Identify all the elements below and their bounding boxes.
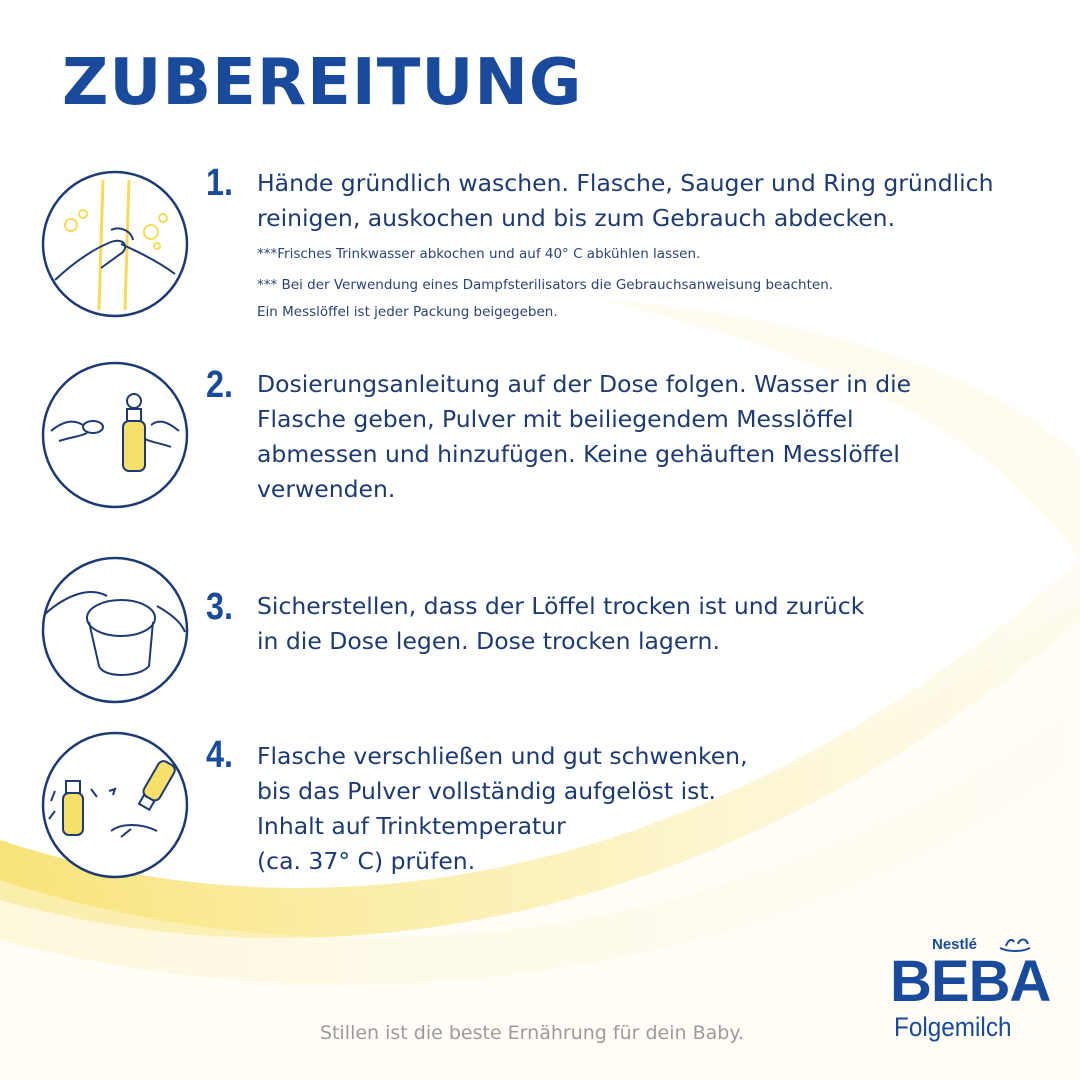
- footer-disclaimer: Stillen ist die beste Ernährung für dein Baby.: [320, 1022, 744, 1044]
- page-title: ZUBEREITUNG: [62, 46, 583, 120]
- step-line: (ca. 37° C) prüfen.: [257, 847, 476, 875]
- measuring-powder-icon: [41, 361, 189, 509]
- product-line: Folgemilch: [894, 1012, 1012, 1042]
- step-note: ***Frisches Trinkwasser abkochen und auf 40° C abkühlen lassen.: [257, 246, 701, 262]
- step-line: Dosierungsanleitung auf der Dose folgen. Wasser in die: [257, 370, 912, 398]
- step-line: bis das Pulver vollständig aufgelöst ist.: [257, 777, 717, 805]
- hand-washing-icon: [41, 170, 189, 318]
- step-number: 4.: [206, 734, 233, 776]
- step-line: Hände gründlich waschen. Flasche, Sauger und Ring gründlich: [257, 169, 994, 197]
- step-text: [257, 367, 911, 507]
- nestle-brand: Nestlé: [932, 936, 978, 953]
- step-line: in die Dose legen. Dose trocken lagern.: [257, 627, 720, 655]
- step-line: abmessen und hinzufügen. Keine gehäuften Messlöffel: [257, 440, 900, 468]
- shake-bottle-icon: [41, 731, 189, 879]
- beba-wordmark: BEBA: [890, 949, 1051, 1014]
- step-note: *** Bei der Verwendung eines Dampfsterilisators die Gebrauchsanweisung beachten.: [257, 277, 834, 293]
- step-line: Flasche verschließen und gut schwenken,: [257, 742, 748, 770]
- step-number: 1.: [206, 162, 233, 204]
- spoon-in-tin-icon: [41, 556, 189, 704]
- step-number: 3.: [206, 586, 233, 628]
- step-line: Flasche geben, Pulver mit beiliegendem Messlöffel: [257, 405, 854, 433]
- step-text: [257, 589, 864, 659]
- step-text: [257, 739, 748, 879]
- step-line: verwenden.: [257, 475, 396, 503]
- step-note: Ein Messlöffel ist jeder Packung beigegeben.: [257, 304, 558, 320]
- step-line: Inhalt auf Trinktemperatur: [257, 812, 566, 840]
- beba-logo: [886, 926, 1051, 1056]
- step-number: 2.: [206, 364, 233, 406]
- step-line: Sicherstellen, dass der Löffel trocken ist und zurück: [257, 592, 865, 620]
- step-text: [257, 166, 994, 236]
- step-line: reinigen, auskochen und bis zum Gebrauch abdecken.: [257, 204, 896, 232]
